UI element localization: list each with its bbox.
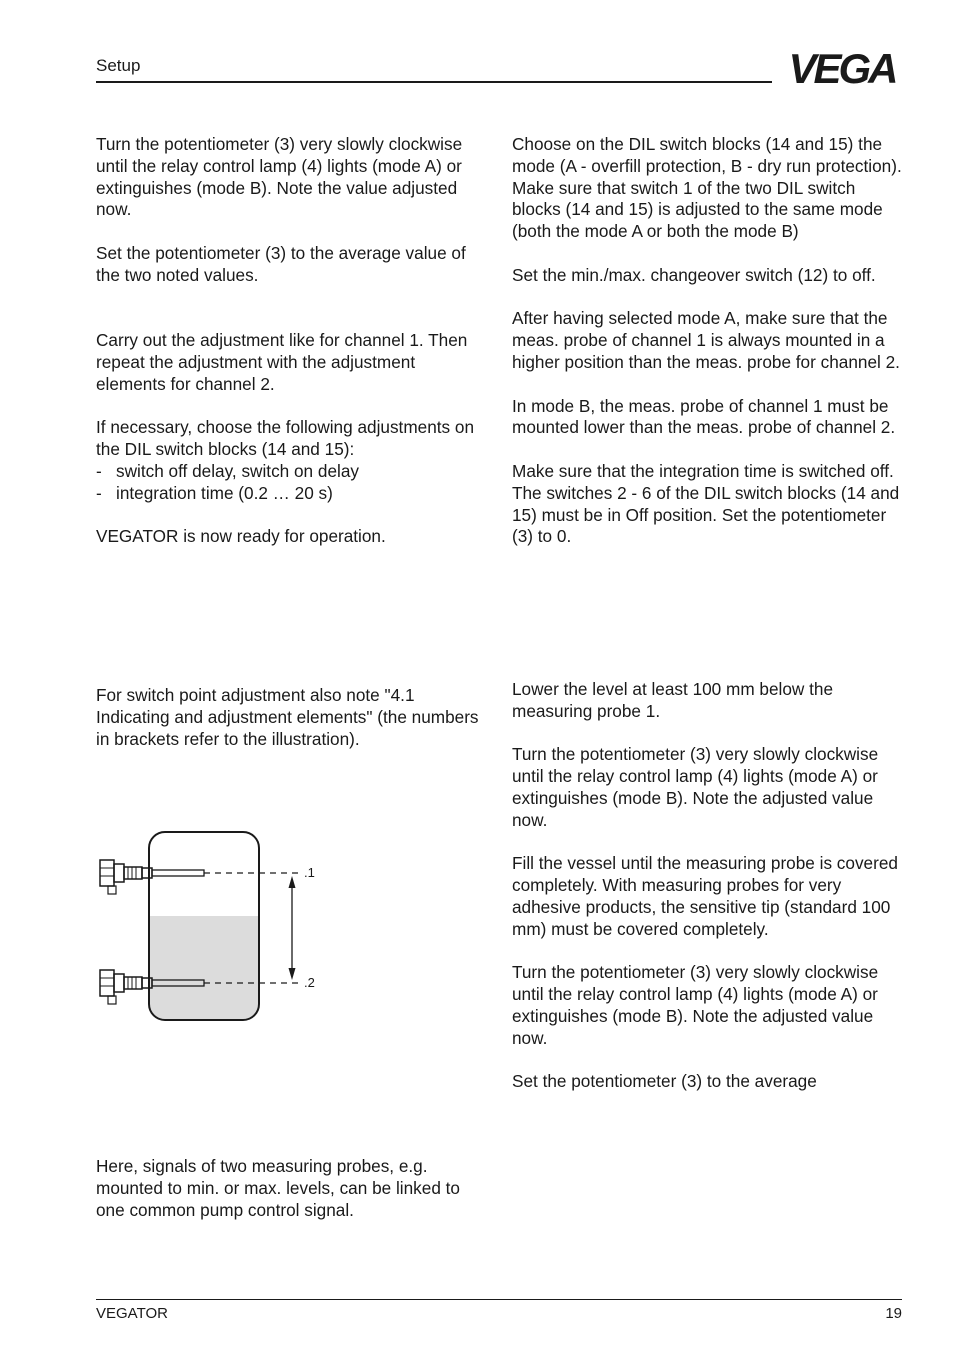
level-label-1: .1 [304,865,315,880]
paragraph: For switch point adjustment also note "4.1 Indicating and adjustment elements" (the numbers in brackets refer to the illustration). [96,685,479,749]
paragraph: Turn the potentiometer (3) very slowly clockwise until the relay control lamp (4) lights (mode A) or extinguishes (mode B). Note the adjusted value now. [512,744,879,830]
left-block-2 [96,330,486,548]
left-block-3 [96,685,486,750]
paragraph: Turn the potentiometer (3) very slowly clockwise until the relay control lamp (4) lights (mode A) or extinguishes (mode B). Note the value adjusted now. [96,134,463,220]
left-block-1 [96,134,486,287]
svg-text:VEGA: VEGA [788,48,896,88]
paragraph: Turn the potentiometer (3) very slowly clockwise until the relay control lamp (4) lights (mode A) or extinguishes (mode B). Note the adjusted value now. [512,962,879,1048]
right-block-1 [512,134,904,548]
paragraph: Here, signals of two measuring probes, e.g. mounted to min. or max. levels, can be linked to one common pump control signal. [96,1156,460,1220]
left-block-4 [96,1156,486,1221]
section-title: Setup [96,56,141,75]
paragraph: In mode B, the meas. probe of channel 1 must be mounted lower than the meas. probe of channel 2. [512,395,896,438]
paragraph: Lower the level at least 100 mm below the measuring probe 1. [512,679,834,721]
paragraph: After having selected mode A, make sure that the meas. probe of channel 1 is always mounted in a higher position than the meas. probe for channel 2. [512,308,900,372]
right-block-2 [512,679,904,1093]
paragraph: Make sure that the integration time is switched off. The switches 2 - 6 of the DIL switch blocks (14 and 15) must be in Off position. Set the potentiometer (3) to 0. [512,460,900,547]
double-arrow-icon [289,876,296,980]
header-rule [96,81,772,83]
paragraph: VEGATOR is now ready for operation. [96,526,386,547]
fluid-fill [149,916,259,1020]
paragraph: If necessary, choose the following adjustments on the DIL switch blocks (14 and 15): [96,417,475,459]
page-number: 19 [885,1305,902,1322]
paragraph: Carry out the adjustment like for channel 1. Then repeat the adjustment with the adjustment elements for channel 2. [96,330,468,394]
vessel-probe-diagram [94,826,324,1026]
footer-rule [96,1299,902,1300]
list-item: - integration time (0.2 … 20 s) [96,482,333,503]
paragraph: Fill the vessel until the measuring probe is covered completely. With measuring probes for very adhesive products, the sensitive tip (standard 100 mm) must be covered completely. [512,853,898,939]
paragraph: Set the min./max. changeover switch (12) to off. [512,264,876,285]
paragraph: Choose on the DIL switch blocks (14 and 15) the mode (A - overfill protection, B - dry run protection). Make sure that switch 1 of the two DIL switch blocks (14 and 15) is adjusted to the same mode (both the mode A or both the mode B) [512,134,902,242]
paragraph: Set the potentiometer (3) to the average [512,1071,817,1092]
level-label-2: .2 [304,975,315,990]
probe-1-icon [100,860,204,894]
paragraph: Set the potentiometer (3) to the average value of the two noted values. [96,242,466,285]
vega-logo-icon [783,48,901,88]
footer-product: VEGATOR [96,1305,168,1322]
list-item: - switch off delay, switch on delay [96,460,359,481]
